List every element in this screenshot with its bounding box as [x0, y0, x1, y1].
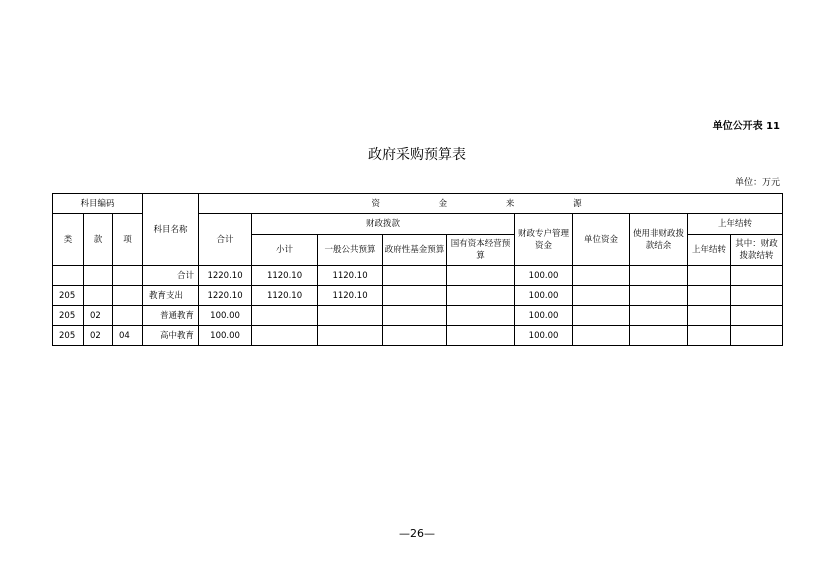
non-fiscal-balance-header: 使用非财政拨款结余: [630, 214, 688, 266]
special-cell: 100.00: [515, 266, 573, 286]
table-row: [53, 326, 783, 346]
class-cell: [53, 266, 84, 286]
subject-name-header: 科目名称: [143, 194, 199, 266]
subtotal-cell: 1120.10: [252, 286, 318, 306]
total-cell: 1220.10: [199, 286, 252, 306]
subject-code-header: 科目编码: [53, 194, 143, 214]
total-header: 合计: [199, 214, 252, 266]
gov-fund-cell: [383, 306, 447, 326]
section-cell: 02: [84, 326, 113, 346]
fiscal-special-fund-header: 财政专户管理资金: [515, 214, 573, 266]
section-cell: 02: [84, 306, 113, 326]
state-capital-cell: [447, 266, 515, 286]
class-cell: 205: [53, 286, 84, 306]
special-cell: 100.00: [515, 306, 573, 326]
subtotal-cell: 1120.10: [252, 266, 318, 286]
gov-fund-cell: [383, 326, 447, 346]
class-cell: 205: [53, 306, 84, 326]
item-cell: [113, 306, 143, 326]
carry-cell: [688, 326, 731, 346]
general-cell: 1120.10: [318, 266, 383, 286]
class-header: 类: [53, 214, 84, 266]
carry-cell: [688, 266, 731, 286]
general-cell: [318, 326, 383, 346]
unit-fund-header: 单位资金: [573, 214, 630, 266]
table-code: 单位公开表 11: [712, 121, 780, 132]
special-cell: 100.00: [515, 326, 573, 346]
unit-label: 单位：万元: [734, 178, 780, 188]
section-header: 款: [84, 214, 113, 266]
section-cell: [84, 266, 113, 286]
prior-year-carryover-header: 上年结转: [688, 214, 783, 235]
gov-fund-cell: [383, 266, 447, 286]
gov-fund-budget-header: 政府性基金预算: [383, 235, 447, 266]
carry-fiscal-cell: [731, 306, 783, 326]
unit-fund-cell: [573, 286, 630, 306]
name-cell: 教育支出: [143, 286, 199, 306]
carry-cell: [688, 286, 731, 306]
fund-source-header: 资 金 来 源: [199, 194, 783, 214]
state-capital-budget-header: 国有资本经营预算: [447, 235, 515, 266]
item-cell: 04: [113, 326, 143, 346]
general-cell: 1120.10: [318, 286, 383, 306]
special-cell: 100.00: [515, 286, 573, 306]
non-fiscal-cell: [630, 286, 688, 306]
carry-fiscal-cell: [731, 286, 783, 306]
subtotal-cell: [252, 326, 318, 346]
item-header: 项: [113, 214, 143, 266]
state-capital-cell: [447, 326, 515, 346]
non-fiscal-cell: [630, 306, 688, 326]
unit-fund-cell: [573, 306, 630, 326]
fiscal-allocation-header: 财政拨款: [252, 214, 515, 235]
table-row: [53, 306, 783, 326]
table-row: [53, 286, 783, 306]
total-cell: 1220.10: [199, 266, 252, 286]
class-cell: 205: [53, 326, 84, 346]
total-cell: 100.00: [199, 306, 252, 326]
carry-fiscal-cell: [731, 266, 783, 286]
non-fiscal-cell: [630, 326, 688, 346]
table-row: [53, 266, 783, 286]
carry-fiscal-cell: [731, 326, 783, 346]
unit-fund-cell: [573, 266, 630, 286]
gov-fund-cell: [383, 286, 447, 306]
general-cell: [318, 306, 383, 326]
item-cell: [113, 286, 143, 306]
name-cell: 合计: [143, 266, 199, 286]
procurement-budget-table: [52, 193, 783, 346]
name-cell: 高中教育: [143, 326, 199, 346]
subtotal-cell: [252, 306, 318, 326]
unit-fund-cell: [573, 326, 630, 346]
page-number: —26—: [399, 527, 435, 540]
carry-cell: [688, 306, 731, 326]
total-cell: 100.00: [199, 326, 252, 346]
non-fiscal-cell: [630, 266, 688, 286]
page-title: 政府采购预算表: [368, 147, 466, 163]
of-which-fiscal-header: 其中：财政拨款结转: [731, 235, 783, 266]
section-cell: [84, 286, 113, 306]
item-cell: [113, 266, 143, 286]
state-capital-cell: [447, 286, 515, 306]
general-budget-header: 一般公共预算: [318, 235, 383, 266]
subtotal-header: 小计: [252, 235, 318, 266]
state-capital-cell: [447, 306, 515, 326]
name-cell: 普通教育: [143, 306, 199, 326]
carryover-sub-header: 上年结转: [688, 235, 731, 266]
